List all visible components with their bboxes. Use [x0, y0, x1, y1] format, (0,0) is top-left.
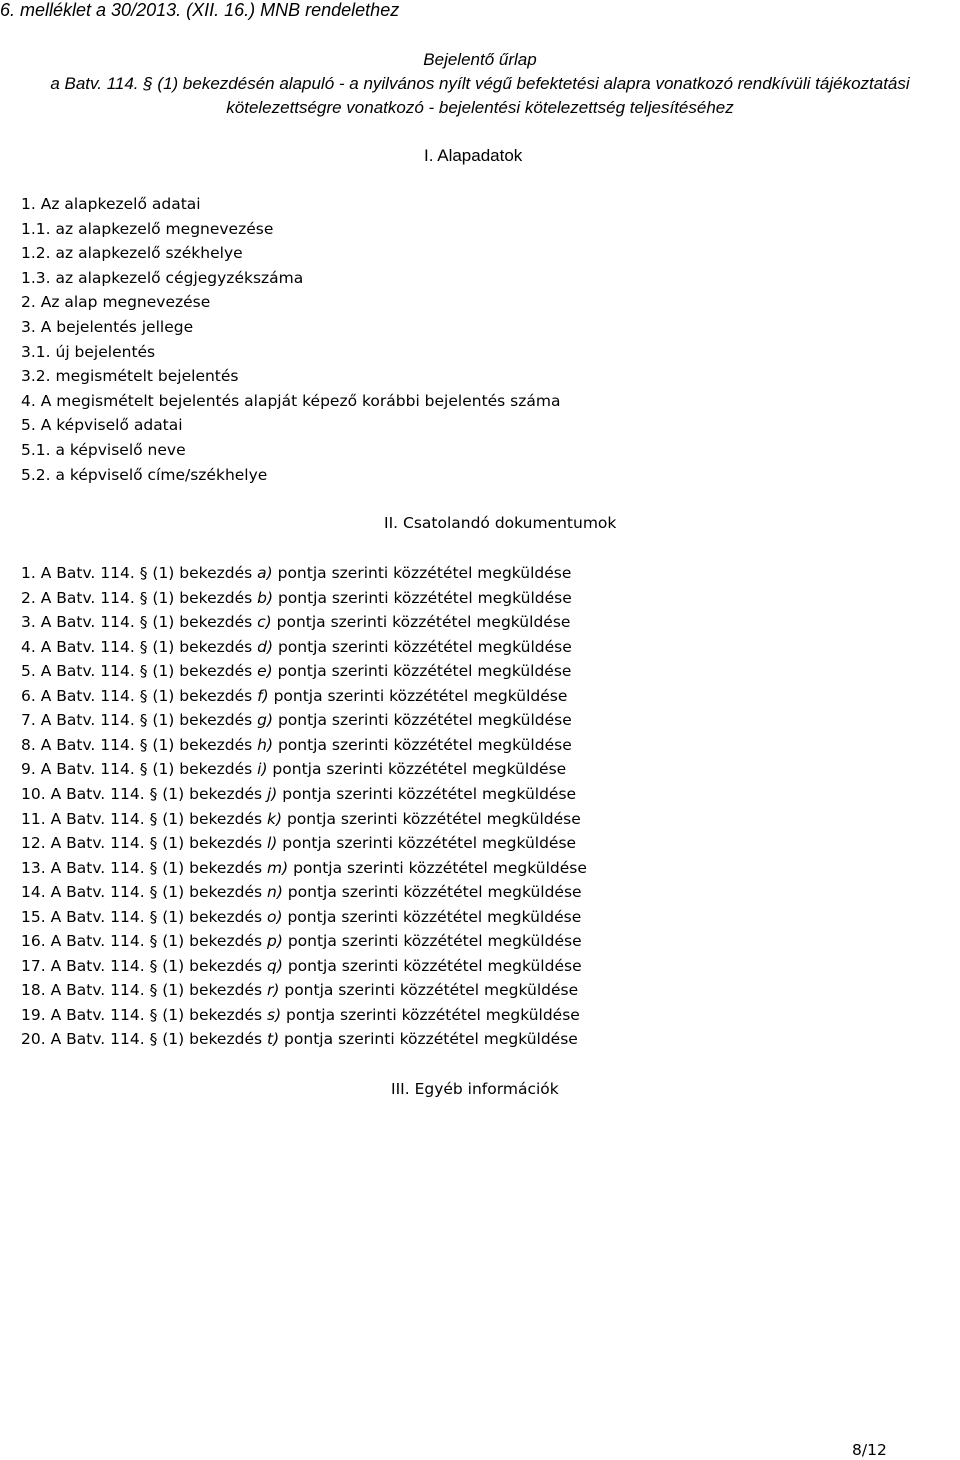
attachment-row-suffix: pontja szerinti közzététel megküldése — [279, 981, 579, 999]
attachment-row-prefix: 16. A Batv. 114. § (1) bekezdés — [21, 932, 267, 950]
attachment-row-suffix: pontja szerinti közzététel megküldése — [267, 760, 567, 778]
section-other-info-heading: III. Egyéb információk — [391, 1080, 559, 1098]
attachment-row-point-letter: i) — [257, 760, 268, 778]
attachment-row — [21, 686, 567, 706]
attachment-row — [21, 784, 576, 804]
attachment-row-point-letter: m) — [267, 859, 289, 877]
list-item: 4. A megismételt bejelentés alapját képező korábbi bejelentés száma — [21, 392, 561, 410]
attachment-row-prefix: 17. A Batv. 114. § (1) bekezdés — [21, 957, 267, 975]
attachment-row-suffix: pontja szerinti közzététel megküldése — [282, 932, 582, 950]
attachment-row — [21, 907, 581, 927]
attachment-row-prefix: 20. A Batv. 114. § (1) bekezdés — [21, 1030, 267, 1048]
attachment-row — [21, 858, 587, 878]
attachment-row-prefix: 2. A Batv. 114. § (1) bekezdés — [21, 589, 258, 607]
attachment-row — [21, 809, 581, 829]
attachment-row-point-letter: g) — [257, 711, 274, 729]
attachment-row-point-letter: t) — [267, 1030, 280, 1048]
attachment-row-point-letter: j) — [267, 785, 278, 803]
attachment-row-prefix: 4. A Batv. 114. § (1) bekezdés — [21, 638, 258, 656]
attachment-row-point-letter: l) — [267, 834, 278, 852]
list-item: 1.2. az alapkezelő székhelye — [21, 244, 243, 262]
list-item: 3.2. megismételt bejelentés — [21, 367, 239, 385]
attachment-row-suffix: pontja szerinti közzététel megküldése — [272, 662, 572, 680]
attachment-row-point-letter: d) — [257, 638, 274, 656]
attachment-row-point-letter: a) — [257, 564, 273, 582]
section-attachments-heading: II. Csatolandó dokumentumok — [384, 514, 617, 532]
attachment-row-prefix: 10. A Batv. 114. § (1) bekezdés — [21, 785, 267, 803]
list-item: 3. A bejelentés jellege — [21, 318, 194, 336]
attachment-row-suffix: pontja szerinti közzététel megküldése — [279, 1030, 578, 1048]
list-item: 2. Az alap megnevezése — [21, 293, 211, 311]
list-item: 5.1. a képviselő neve — [21, 441, 186, 459]
attachment-row — [21, 833, 576, 853]
attachment-row-point-letter: k) — [267, 810, 283, 828]
attachment-row-point-letter: b) — [257, 589, 274, 607]
attachment-row-point-letter: f) — [257, 687, 269, 705]
section-basic-data-heading: I. Alapadatok — [424, 146, 523, 165]
attachment-row-suffix: pontja szerinti közzététel megküldése — [273, 711, 572, 729]
attachment-row-suffix: pontja szerinti közzététel megküldése — [268, 687, 568, 705]
attachment-row — [21, 735, 572, 755]
attachment-row-suffix: pontja szerinti közzététel megküldése — [277, 785, 577, 803]
attachment-row-prefix: 18. A Batv. 114. § (1) bekezdés — [21, 981, 267, 999]
attachment-row-point-letter: n) — [267, 883, 283, 901]
attachment-row-point-letter: s) — [267, 1006, 282, 1024]
attachment-row-point-letter: q) — [267, 957, 283, 975]
attachment-row-point-letter: p) — [267, 932, 283, 950]
attachment-row-suffix: pontja szerinti közzététel megküldése — [273, 589, 572, 607]
attachment-row-prefix: 19. A Batv. 114. § (1) bekezdés — [21, 1006, 267, 1024]
attachment-row — [21, 563, 571, 583]
attachment-row-prefix: 5. A Batv. 114. § (1) bekezdés — [21, 662, 258, 680]
attachment-row — [21, 612, 570, 632]
attachment-row — [21, 759, 566, 779]
form-subtitle-line1: a Batv. 114. § (1) bekezdésén alapuló - a nyilvános nyílt végű befektetési alapra vonatkozó rendkívüli tájékoztatási — [50, 74, 910, 93]
attachment-row-prefix: 14. A Batv. 114. § (1) bekezdés — [21, 883, 267, 901]
attachment-row-suffix: pontja szerinti közzététel megküldése — [281, 1006, 580, 1024]
attachment-row-suffix: pontja szerinti közzététel megküldése — [282, 883, 582, 901]
attachment-row-prefix: 8. A Batv. 114. § (1) bekezdés — [21, 736, 258, 754]
attachment-row — [21, 882, 582, 902]
attachment-row-prefix: 13. A Batv. 114. § (1) bekezdés — [21, 859, 267, 877]
attachment-row — [21, 1029, 578, 1049]
attachment-row-point-letter: e) — [257, 662, 273, 680]
attachment-row-point-letter: c) — [257, 613, 272, 631]
list-item: 5.2. a képviselő címe/székhelye — [21, 466, 268, 484]
annex-header: 6. melléklet a 30/2013. (XII. 16.) MNB rendelethez — [0, 0, 400, 20]
attachment-row-point-letter: h) — [257, 736, 274, 754]
attachment-row-prefix: 12. A Batv. 114. § (1) bekezdés — [21, 834, 267, 852]
attachment-row-prefix: 15. A Batv. 114. § (1) bekezdés — [21, 908, 267, 926]
attachment-row — [21, 661, 571, 681]
list-item: 1.3. az alapkezelő cégjegyzékszáma — [21, 269, 304, 287]
list-item: 1. Az alapkezelő adatai — [21, 195, 201, 213]
attachment-row — [21, 931, 582, 951]
attachment-row-prefix: 9. A Batv. 114. § (1) bekezdés — [21, 760, 258, 778]
list-item: 3.1. új bejelentés — [21, 343, 156, 361]
form-subtitle-line2: kötelezettségre vonatkozó - bejelentési kötelezettség teljesítéséhez — [226, 98, 734, 117]
list-item: 5. A képviselő adatai — [21, 416, 183, 434]
attachment-row-suffix: pontja szerinti közzététel megküldése — [272, 564, 572, 582]
attachment-row — [21, 637, 572, 657]
attachment-row-suffix: pontja szerinti közzététel megküldése — [288, 859, 587, 877]
attachment-row-suffix: pontja szerinti közzététel megküldése — [282, 810, 581, 828]
attachment-row — [21, 1005, 580, 1025]
attachment-row — [21, 710, 572, 730]
attachment-row-point-letter: o) — [267, 908, 283, 926]
attachment-row-point-letter: r) — [267, 981, 280, 999]
page-number: 8/12 — [852, 1441, 887, 1459]
list-item: 1.1. az alapkezelő megnevezése — [21, 220, 274, 238]
attachment-row-prefix: 6. A Batv. 114. § (1) bekezdés — [21, 687, 258, 705]
attachment-row-suffix: pontja szerinti közzététel megküldése — [282, 957, 582, 975]
attachment-row-suffix: pontja szerinti közzététel megküldése — [271, 613, 571, 631]
attachment-row-prefix: 3. A Batv. 114. § (1) bekezdés — [21, 613, 258, 631]
attachment-row-suffix: pontja szerinti közzététel megküldése — [273, 736, 572, 754]
attachment-row — [21, 956, 582, 976]
attachment-row-prefix: 7. A Batv. 114. § (1) bekezdés — [21, 711, 258, 729]
attachment-row-suffix: pontja szerinti közzététel megküldése — [273, 638, 572, 656]
form-title: Bejelentő űrlap — [423, 50, 537, 69]
attachment-row — [21, 588, 572, 608]
attachment-row-prefix: 11. A Batv. 114. § (1) bekezdés — [21, 810, 267, 828]
attachment-row — [21, 980, 578, 1000]
attachment-row-prefix: 1. A Batv. 114. § (1) bekezdés — [21, 564, 258, 582]
attachment-row-suffix: pontja szerinti közzététel megküldése — [282, 908, 582, 926]
attachment-row-suffix: pontja szerinti közzététel megküldése — [277, 834, 577, 852]
